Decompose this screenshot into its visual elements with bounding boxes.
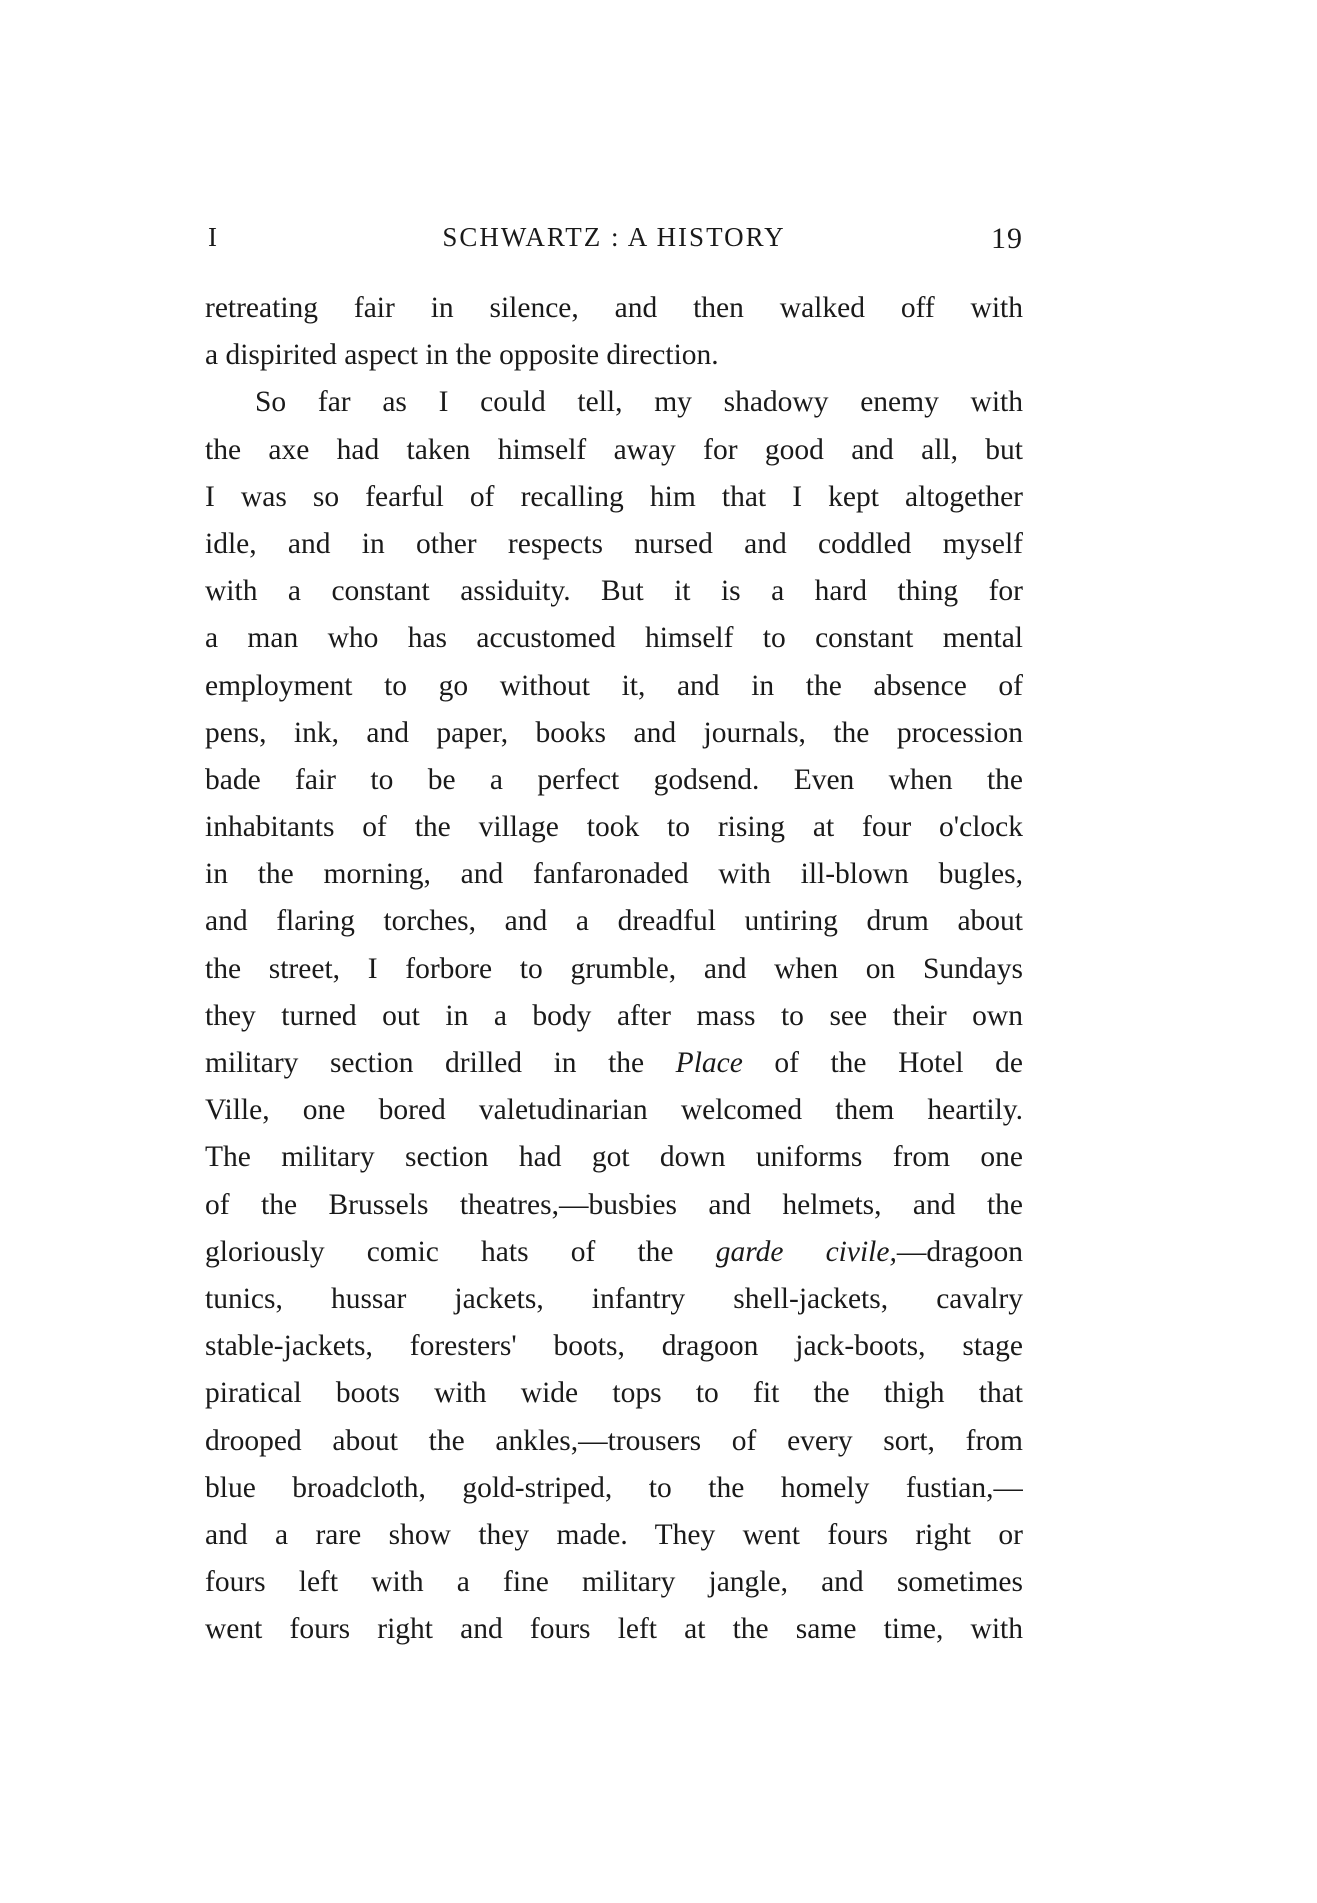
text-line: idle, and in other respects nursed and coddled myself xyxy=(205,527,1023,560)
text-line: So far as I could tell, my shadowy enemy with xyxy=(255,386,1023,419)
text-line: tunics, hussar jackets, infantry shell-jackets, cavalry xyxy=(205,1282,1023,1315)
text-line: fours left with a fine military jangle, and sometimes xyxy=(205,1566,1023,1599)
text-line: Ville, one bored valetudinarian welcomed them heartily. xyxy=(205,1094,1023,1127)
text-line: bade fair to be a perfect godsend. Even when the xyxy=(205,763,1023,796)
text-line: in the morning, and fanfaronaded with ill-blown bugles, xyxy=(205,858,1023,891)
running-title: SCHWARTZ : A HISTORY xyxy=(442,222,786,252)
text-line: stable-jackets, foresters' boots, dragoon jack-boots, stage xyxy=(205,1330,1023,1363)
text-line: and flaring torches, and a dreadful untiring drum about xyxy=(205,905,1023,938)
text-line: of the Brussels theatres,—busbies and helmets, and the xyxy=(205,1188,1023,1221)
text-line: drooped about the ankles,—trousers of every sort, from xyxy=(205,1424,1023,1457)
text-line: I was so fearful of recalling him that I kept altogether xyxy=(205,480,1023,513)
text-line: a dispirited aspect in the opposite direction. xyxy=(205,339,719,372)
line-text: military section drilled in the xyxy=(205,1047,676,1079)
line-text: of the Hotel de xyxy=(742,1047,1023,1079)
text-line: pens, ink, and paper, books and journals, the procession xyxy=(205,716,1023,749)
italic-word: Place xyxy=(675,1047,743,1079)
text-line: with a constant assiduity. But it is a hard thing for xyxy=(205,575,1023,608)
text-line: employment to go without it, and in the absence of xyxy=(205,669,1023,702)
italic-phrase: garde civile, xyxy=(715,1235,897,1268)
text-line: a man who has accustomed himself to constant mental xyxy=(205,622,1023,655)
text-line: blue broadcloth, gold-striped, to the homely fustian,— xyxy=(205,1471,1023,1504)
line-text: gloriously comic hats of the xyxy=(205,1235,716,1268)
text-line: they turned out in a body after mass to see their own xyxy=(205,999,1023,1032)
text-line: the street, I forbore to grumble, and when on Sundays xyxy=(205,952,1023,985)
text-line-with-italic xyxy=(205,1040,1023,1087)
page-number: 19 xyxy=(991,222,1023,255)
body-text xyxy=(205,285,1023,1653)
page-header xyxy=(205,222,1023,262)
line-text: —dragoon xyxy=(896,1235,1023,1268)
text-line: piratical boots with wide tops to fit the thigh that xyxy=(205,1377,1023,1410)
text-line: the axe had taken himself away for good and all, but xyxy=(205,433,1023,466)
text-line: inhabitants of the village took to rising at four o'clock xyxy=(205,811,1023,844)
chapter-number: I xyxy=(208,222,218,252)
text-line: and a rare show they made. They went fours right or xyxy=(205,1518,1023,1551)
text-line: The military section had got down uniforms from one xyxy=(205,1141,1023,1174)
text-line-with-italic xyxy=(205,1229,1023,1276)
text-line: went fours right and fours left at the same time, with xyxy=(205,1613,1023,1646)
text-line: retreating fair in silence, and then walked off with xyxy=(205,292,1023,324)
